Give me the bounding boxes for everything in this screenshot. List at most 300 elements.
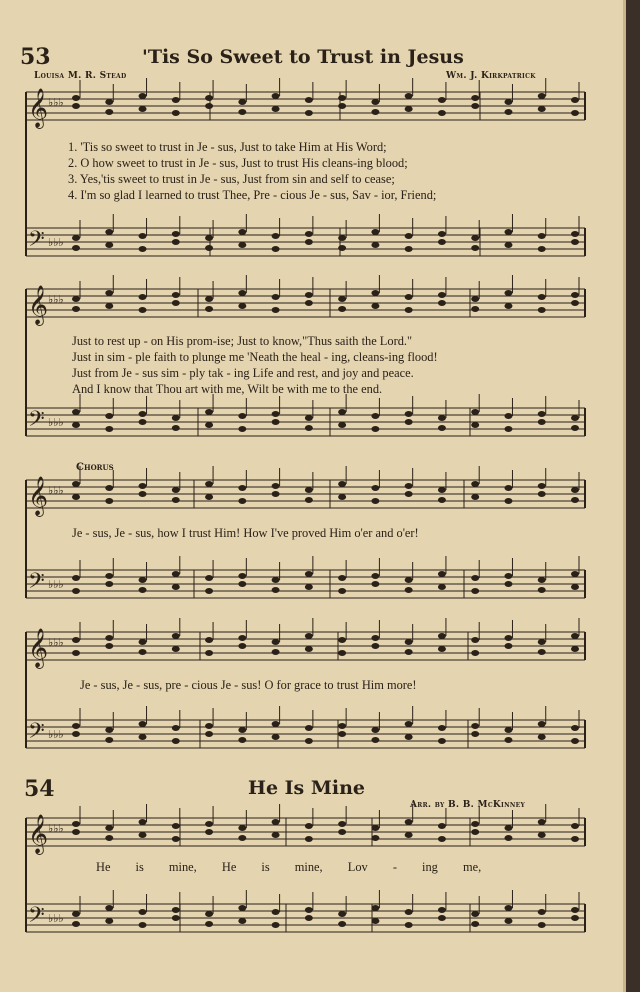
note-head-icon [105,290,113,296]
note-head-icon [272,307,280,313]
note-head-icon [172,571,180,577]
note-head-icon [471,422,479,428]
note-head-icon [238,727,246,733]
note-head-icon [438,738,446,744]
note-head-icon [371,426,379,432]
note-head-icon [371,581,379,587]
note-head-icon [438,836,446,842]
note-head-icon [438,231,446,237]
note-head-icon [305,738,313,744]
note-head-icon [205,575,213,581]
note-head-icon [205,821,213,827]
note-head-icon [471,911,479,917]
note-head-icon [105,109,113,115]
note-head-icon [172,584,180,590]
note-head-icon [338,245,346,251]
note-head-icon [205,245,213,251]
note-head-icon [504,573,512,579]
note-head-icon [571,633,579,639]
note-head-icon [72,723,80,729]
note-head-icon [538,233,546,239]
note-head-icon [205,494,213,500]
hymn-number: 54 [24,776,55,802]
note-head-icon [105,426,113,432]
note-head-icon [405,909,413,915]
note-head-icon [305,415,313,421]
note-head-icon [405,649,413,655]
note-head-icon [538,483,546,489]
note-head-icon [471,235,479,241]
note-head-icon [571,584,579,590]
note-head-icon [272,577,280,583]
composer-credit: Wm. J. Kirkpatrick [446,71,536,81]
note-head-icon [504,242,512,248]
note-head-icon [172,425,180,431]
verse-lyric-line: 4. I'm so glad I learned to trust Thee, Pre - cious Je - sus, Sav - ior, Friend; [68,188,437,202]
note-head-icon [405,922,413,928]
note-head-icon [272,909,280,915]
note-head-icon [371,635,379,641]
note-head-icon [139,577,147,583]
note-head-icon [139,483,147,489]
note-head-icon [371,498,379,504]
note-head-icon [172,738,180,744]
note-head-icon [305,646,313,652]
note-head-icon [571,497,579,503]
note-head-icon [571,231,579,237]
note-head-icon [438,571,446,577]
note-head-icon [172,915,180,921]
note-head-icon [238,109,246,115]
note-head-icon [105,303,113,309]
note-head-icon [438,415,446,421]
note-head-icon [571,646,579,652]
note-head-icon [471,637,479,643]
note-head-icon [405,832,413,838]
note-head-icon [405,819,413,825]
note-head-icon [504,109,512,115]
note-head-icon [139,106,147,112]
note-head-icon [172,239,180,245]
lyricist-credit: Louisa M. R. Stead [34,71,127,81]
note-head-icon [105,835,113,841]
note-head-icon [471,306,479,312]
note-head-icon [305,836,313,842]
hymn-title: 'Tis So Sweet to Trust in Jesus [142,46,464,68]
note-head-icon [139,922,147,928]
note-head-icon [139,233,147,239]
note-head-icon [205,650,213,656]
note-head-icon [172,415,180,421]
note-head-icon [139,734,147,740]
note-head-icon [371,413,379,419]
note-head-icon [238,413,246,419]
note-head-icon [405,307,413,313]
note-head-icon [371,290,379,296]
note-head-icon [371,573,379,579]
note-head-icon [172,487,180,493]
note-head-icon [504,303,512,309]
note-head-icon [504,635,512,641]
bass-clef-icon: 𝄢 [28,407,45,437]
note-head-icon [238,303,246,309]
note-head-icon [338,829,346,835]
note-head-icon [105,727,113,733]
note-head-icon [338,494,346,500]
note-head-icon [172,292,180,298]
note-head-icon [471,245,479,251]
note-head-icon [305,239,313,245]
note-head-icon [238,835,246,841]
note-head-icon [305,97,313,103]
note-head-icon [105,573,113,579]
note-head-icon [538,491,546,497]
note-head-icon [272,419,280,425]
note-head-icon [371,229,379,235]
note-head-icon [371,825,379,831]
note-head-icon [471,481,479,487]
note-head-icon [438,915,446,921]
note-head-icon [571,292,579,298]
note-head-icon [438,497,446,503]
note-head-icon [538,922,546,928]
note-head-icon [305,425,313,431]
note-head-icon [238,825,246,831]
note-head-icon [538,577,546,583]
note-head-icon [72,921,80,927]
note-head-icon [205,829,213,835]
note-head-icon [272,832,280,838]
note-head-icon [405,721,413,727]
note-head-icon [238,498,246,504]
note-head-icon [405,419,413,425]
note-head-icon [72,821,80,827]
note-head-icon [272,93,280,99]
key-signature-icon: ♭♭♭ [48,822,64,835]
note-head-icon [272,721,280,727]
note-head-icon [205,296,213,302]
note-head-icon [238,905,246,911]
note-head-icon [238,290,246,296]
note-head-icon [504,835,512,841]
treble-clef-icon: 𝄞 [28,476,49,516]
note-head-icon [405,233,413,239]
note-head-icon [172,646,180,652]
note-head-icon [305,725,313,731]
note-head-icon [371,99,379,105]
note-head-icon [371,918,379,924]
note-head-icon [172,231,180,237]
note-head-icon [72,245,80,251]
note-head-icon [305,487,313,493]
note-head-icon [405,93,413,99]
note-head-icon [205,921,213,927]
note-head-icon [305,300,313,306]
note-head-icon [238,573,246,579]
note-head-icon [105,229,113,235]
note-head-icon [305,907,313,913]
bass-clef-icon: 𝄢 [28,227,45,257]
note-head-icon [272,106,280,112]
note-head-icon [172,497,180,503]
note-head-icon [172,97,180,103]
chorus-lyric-line: Je - sus, Je - sus, how I trust Him! How I've proved Him o'er and o'er! [72,526,419,540]
note-head-icon [272,639,280,645]
note-head-icon [538,909,546,915]
note-head-icon [272,734,280,740]
note-head-icon [72,409,80,415]
note-head-icon [471,95,479,101]
note-head-icon [371,737,379,743]
note-head-icon [538,307,546,313]
note-head-icon [172,300,180,306]
note-head-icon [504,426,512,432]
note-head-icon [105,413,113,419]
note-head-icon [338,481,346,487]
note-head-icon [238,918,246,924]
note-head-icon [438,425,446,431]
note-head-icon [538,411,546,417]
note-head-icon [471,821,479,827]
note-head-icon [139,819,147,825]
note-head-icon [405,246,413,252]
note-head-icon [471,575,479,581]
note-head-icon [105,485,113,491]
note-head-icon [105,242,113,248]
note-head-icon [72,422,80,428]
note-head-icon [272,411,280,417]
note-head-icon [471,409,479,415]
verse-lyric-line: 3. Yes,'tis sweet to trust in Je - sus, Just from sin and self to cease; [68,172,395,186]
note-head-icon [72,95,80,101]
note-head-icon [105,99,113,105]
note-head-icon [438,646,446,652]
note-head-icon [438,584,446,590]
note-head-icon [139,246,147,252]
note-head-icon [538,246,546,252]
note-head-icon [538,106,546,112]
treble-clef-icon: 𝄞 [28,814,49,854]
note-head-icon [405,587,413,593]
note-head-icon [571,300,579,306]
note-head-icon [72,306,80,312]
note-head-icon [438,487,446,493]
note-head-icon [338,921,346,927]
note-head-icon [139,832,147,838]
note-head-icon [72,103,80,109]
note-head-icon [272,246,280,252]
note-head-icon [538,294,546,300]
note-head-icon [338,911,346,917]
note-head-icon [305,915,313,921]
note-head-icon [139,491,147,497]
note-head-icon [371,242,379,248]
note-head-icon [72,731,80,737]
key-signature-icon: ♭♭♭ [48,728,64,741]
note-head-icon [105,635,113,641]
note-head-icon [504,485,512,491]
note-head-icon [538,721,546,727]
note-head-icon [338,588,346,594]
note-head-icon [105,905,113,911]
note-head-icon [471,731,479,737]
note-head-icon [504,413,512,419]
note-head-icon [72,829,80,835]
note-head-icon [438,110,446,116]
note-head-icon [571,97,579,103]
note-head-icon [72,650,80,656]
note-head-icon [504,581,512,587]
note-head-icon [538,93,546,99]
bass-clef-icon: 𝄢 [28,719,45,749]
chorus-lyric-line: Je - sus, Je - sus, pre - cious Je - sus! O for grace to trust Him more! [80,678,417,692]
note-head-icon [438,292,446,298]
note-head-icon [405,483,413,489]
note-head-icon [272,587,280,593]
note-head-icon [205,306,213,312]
note-head-icon [172,725,180,731]
bass-clef-icon: 𝄢 [28,903,45,933]
note-head-icon [538,587,546,593]
hymn-title: He Is Mine [248,777,366,799]
note-head-icon [571,415,579,421]
note-head-icon [72,494,80,500]
note-head-icon [139,419,147,425]
verse-lyric-line: Just from Je - sus sim - ply tak - ing Life and rest, and joy and peace. [72,366,414,380]
note-head-icon [305,571,313,577]
note-head-icon [305,823,313,829]
verse-lyric-line: Just in sim - ple faith to plunge me 'Neath the heal - ing, cleans-ing flood! [72,350,438,364]
note-head-icon [504,825,512,831]
note-head-icon [371,485,379,491]
note-head-icon [504,737,512,743]
note-head-icon [238,485,246,491]
note-head-icon [504,290,512,296]
note-head-icon [139,307,147,313]
note-head-icon [571,836,579,842]
note-head-icon [105,498,113,504]
note-head-icon [305,584,313,590]
note-head-icon [504,905,512,911]
note-head-icon [205,103,213,109]
note-head-icon [538,734,546,740]
note-head-icon [471,650,479,656]
note-head-icon [205,588,213,594]
key-signature-icon: ♭♭♭ [48,912,64,925]
note-head-icon [338,422,346,428]
verse-lyric-line: 2. O how sweet to trust in Je - sus, Just to trust His cleans-ing blood; [68,156,408,170]
note-head-icon [172,110,180,116]
note-head-icon [338,650,346,656]
note-head-icon [305,497,313,503]
note-head-icon [504,99,512,105]
note-head-icon [538,832,546,838]
note-head-icon [205,95,213,101]
note-head-icon [471,723,479,729]
note-head-icon [371,303,379,309]
note-head-icon [571,725,579,731]
hymn-number: 53 [20,44,51,70]
note-head-icon [405,639,413,645]
note-head-icon [272,819,280,825]
note-head-icon [338,95,346,101]
note-head-icon [305,231,313,237]
note-head-icon [105,581,113,587]
note-head-icon [438,97,446,103]
note-head-icon [172,907,180,913]
note-head-icon [571,110,579,116]
note-head-icon [272,294,280,300]
note-head-icon [538,419,546,425]
note-head-icon [238,426,246,432]
note-head-icon [172,836,180,842]
note-head-icon [72,588,80,594]
note-head-icon [105,737,113,743]
note-head-icon [504,643,512,649]
note-head-icon [438,300,446,306]
note-head-icon [405,734,413,740]
note-head-icon [205,481,213,487]
note-head-icon [205,731,213,737]
chorus-label: Chorus [76,462,114,473]
note-head-icon [238,635,246,641]
note-head-icon [405,411,413,417]
note-head-icon [338,306,346,312]
note-head-icon [504,229,512,235]
note-head-icon [504,727,512,733]
note-head-icon [272,483,280,489]
note-head-icon [139,909,147,915]
note-head-icon [105,918,113,924]
note-head-icon [238,229,246,235]
note-head-icon [471,494,479,500]
note-head-icon [139,721,147,727]
note-head-icon [72,296,80,302]
note-head-icon [338,409,346,415]
note-head-icon [305,292,313,298]
note-head-icon [238,242,246,248]
note-head-icon [272,233,280,239]
note-head-icon [272,922,280,928]
note-head-icon [172,633,180,639]
note-head-icon [205,723,213,729]
note-head-icon [238,737,246,743]
note-head-icon [205,422,213,428]
treble-clef-icon: 𝄞 [28,628,49,668]
note-head-icon [405,106,413,112]
note-head-icon [139,411,147,417]
note-head-icon [238,643,246,649]
note-head-icon [338,821,346,827]
song-lyric-line: He is mine, He is mine, Lov - ing me, [96,860,482,874]
note-head-icon [72,235,80,241]
note-head-icon [205,911,213,917]
note-head-icon [139,587,147,593]
note-head-icon [571,915,579,921]
note-head-icon [571,907,579,913]
note-head-icon [139,649,147,655]
note-head-icon [438,633,446,639]
note-head-icon [371,727,379,733]
note-head-icon [571,425,579,431]
note-head-icon [338,296,346,302]
note-head-icon [338,103,346,109]
treble-clef-icon: 𝄞 [28,285,49,325]
note-head-icon [438,907,446,913]
key-signature-icon: ♭♭♭ [48,96,64,109]
note-head-icon [438,725,446,731]
note-head-icon [538,649,546,655]
